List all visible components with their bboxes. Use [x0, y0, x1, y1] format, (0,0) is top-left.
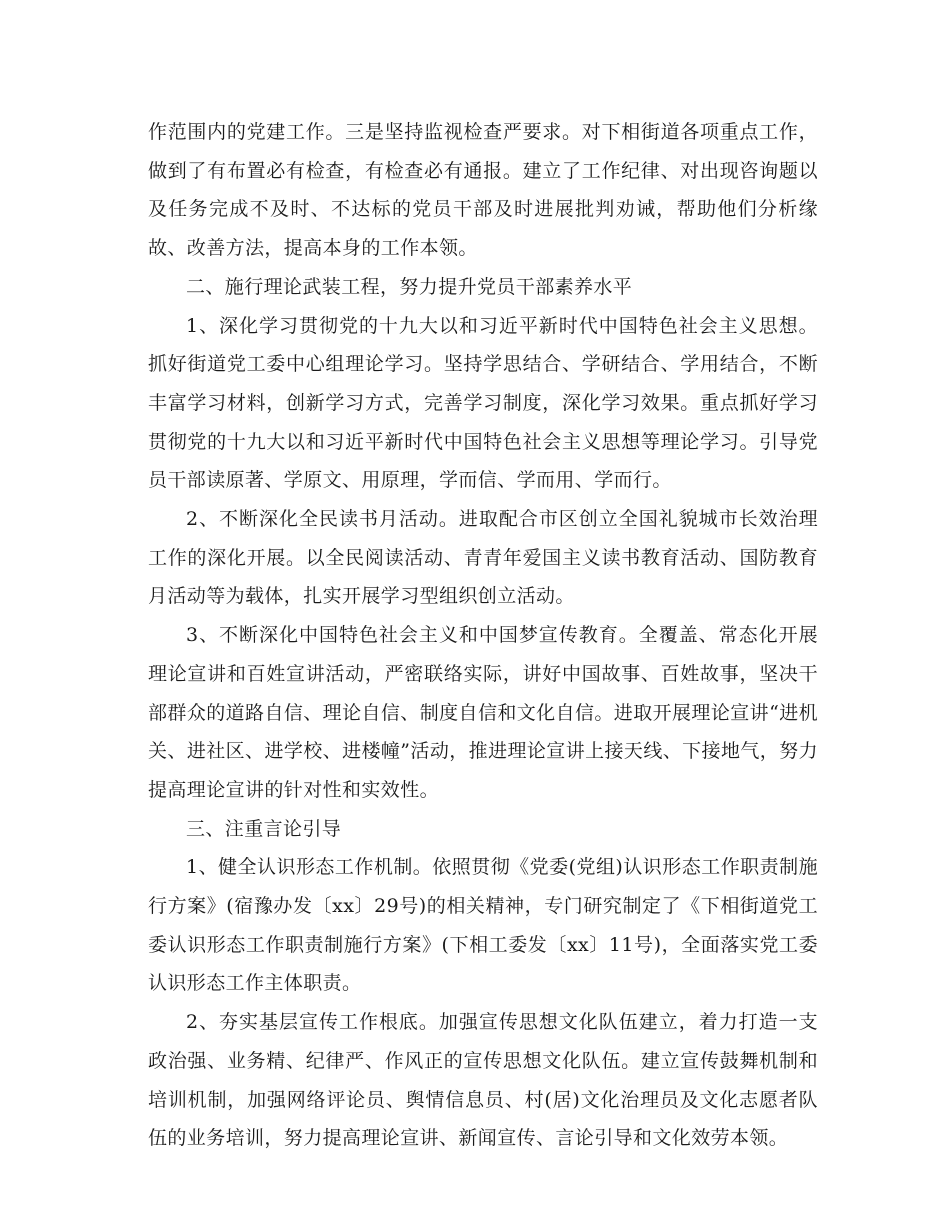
paragraph-continuation: 作范围内的党建工作。三是坚持监视检查严要求。对下相街道各项重点工作，做到了有布置必有检查，有检查必有通报。建立了工作纪律、对出现咨询题以及任务完成不及时、不达标的党员干部及时进展批判劝诫，帮助他们分析缘故、改善方法，提高本身的工作本领。 [148, 121, 818, 260]
section-heading-2: 二、施行理论武装工程，努力提升党员干部素养水平 [186, 275, 633, 298]
section-heading-3: 三、注重言论引导 [186, 817, 342, 840]
paragraph-2-1: 1、深化学习贯彻党的十九大以和习近平新时代中国特色社会主义思想。抓好街道党工委中心组理论学习。坚持学思结合、学研结合、学用结合，不断丰富学习材料，创新学习方式，完善学习制度，深化学习效果。重点抓好学习贯彻党的十九大以和习近平新时代中国特色社会主义思想等理论学习。引导党员干部读原著、学原文、用原理，学而信、学而用、学而行。 [148, 314, 818, 492]
paragraph-2-3: 3、不断深化中国特色社会主义和中国梦宣传教育。全覆盖、常态化开展理论宣讲和百姓宣讲活动，严密联络实际，讲好中国故事、百姓故事，坚决干部群众的道路自信、理论自信、制度自信和文化自信。进取开展理论宣讲“进机关、进社区、进学校、进楼幢”活动，推进理论宣讲上接天线、下接地气，努力提高理论宣讲的针对性和实效性。 [148, 624, 818, 801]
document-body [148, 113, 818, 1158]
paragraph-2-2: 2、不断深化全民读书月活动。进取配合市区创立全国礼貌城市长效治理工作的深化开展。以全民阅读活动、青青年爱国主义读书教育活动、国防教育月活动等为载体，扎实开展学习型组织创立活动。 [148, 508, 818, 608]
paragraph-3-2: 2、夯实基层宣传工作根底。加强宣传思想文化队伍建立，着力打造一支政治强、业务精、纪律严、作风正的宣传思想文化队伍。建立宣传鼓舞机制和培训机制，加强网络评论员、舆情信息员、村(居)文化治理员及文化志愿者队伍的业务培训，努力提高理论宣讲、新闻宣传、言论引导和文化效劳本领。 [148, 1011, 818, 1150]
paragraph-3-1: 1、健全认识形态工作机制。依照贯彻《党委(党组)认识形态工作职责制施行方案》(宿豫办发〔xx〕29号)的相关精神，专门研究制定了《下相街道党工委认识形态工作职责制施行方案》(下相工委发〔xx〕11号)，全面落实党工委认识形态工作主体职责。 [148, 856, 818, 995]
